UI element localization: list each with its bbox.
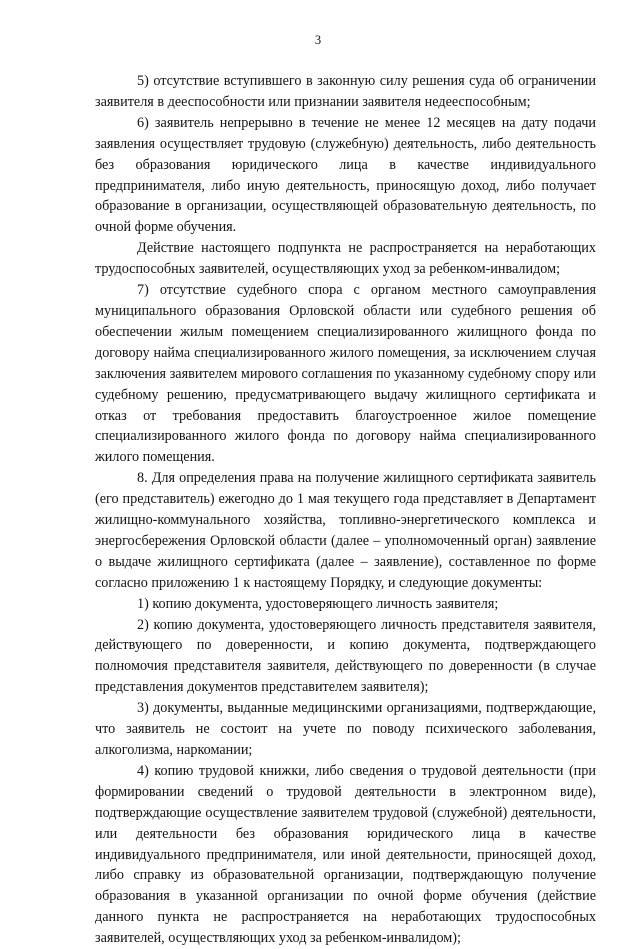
paragraph-item-6: 6) заявитель непрерывно в течение не менее 12 месяцев на дату подачи заявления осуществляет трудовую (служебную) деятельность, либо деятельность без образования юридического лица в качестве индивидуального предпринимателя, либо иную деятельность, приносящую доход, либо получает образование в организации, осуществляющей образовательную деятельность, по очной форме обучения. bbox=[95, 114, 596, 236]
paragraph-item-5: 5) отсутствие вступившего в законную силу решения суда об ограничении заявителя в дееспособности или признании заявителя недееспособным; bbox=[95, 73, 596, 110]
paragraph-document-4: 4) копию трудовой книжки, либо сведения о трудовой деятельности (при формировании сведений о трудовой деятельности в электронном виде), подтверждающие осуществление заявителем трудовой (служебной) деятельности, или деятельности без образования юридического лица в качестве индивидуального предпринимателя, или иной деятельности, приносящей доход, либо справку из образовательной организации, подтверждающую получение образования в указанной организации по очной форме обучения (действие данного пункта не распространяется на неработающих трудоспособных заявителей, осуществляющих уход за ребенком-инвалидом); bbox=[95, 762, 596, 947]
paragraph-document-2: 2) копию документа, удостоверяющего личность представителя заявителя, действующего по доверенности, и копию документа, подтверждающего полномочия представителя заявителя, действующего по доверенности (в случае представления документов представителем заявителя); bbox=[95, 616, 596, 696]
paragraph-document-1: 1) копию документа, удостоверяющего личность заявителя; bbox=[137, 595, 499, 612]
page-number: 3 bbox=[314, 33, 322, 47]
paragraph-item-7: 7) отсутствие судебного спора с органом местного самоуправления муниципального образования Орловской области или судебного решения об обеспечении жилым помещением специализированного жилищного фонда по договору найма специализированного жилого помещения, за исключением случая заключения заявителем мирового соглашения по указанному судебному спору или судебному решению, предусматривающего выдачу жилищного сертификата и отказ от требования предоставить благоустроенное жилое помещение специализированного жилого фонда по договору найма специализированного жилого помещения. bbox=[95, 282, 596, 466]
document-body bbox=[95, 71, 596, 949]
paragraph-item-6-note: Действие настоящего подпункта не распространяется на неработающих трудоспособных заявителей, осуществляющих уход за ребенком-инвалидом; bbox=[95, 240, 596, 278]
paragraph-clause-8: 8. Для определения права на получение жилищного сертификата заявитель (его представитель) ежегодно до 1 мая текущего года представляет в Департамент жилищно-коммунального хозяйства, топливно-энергетического комплекса и энергосбережения Орловской области (далее – уполномоченный орган) заявление о выдаче жилищного сертификата (далее – заявление), составленное по форме согласно приложению 1 к настоящему Порядку, и следующие документы: bbox=[95, 470, 596, 591]
paragraph-document-3: 3) документы, выданные медицинскими организациями, подтверждающие, что заявитель не состоит на учете по поводу психического заболевания, алкоголизма, наркомании; bbox=[95, 700, 596, 758]
